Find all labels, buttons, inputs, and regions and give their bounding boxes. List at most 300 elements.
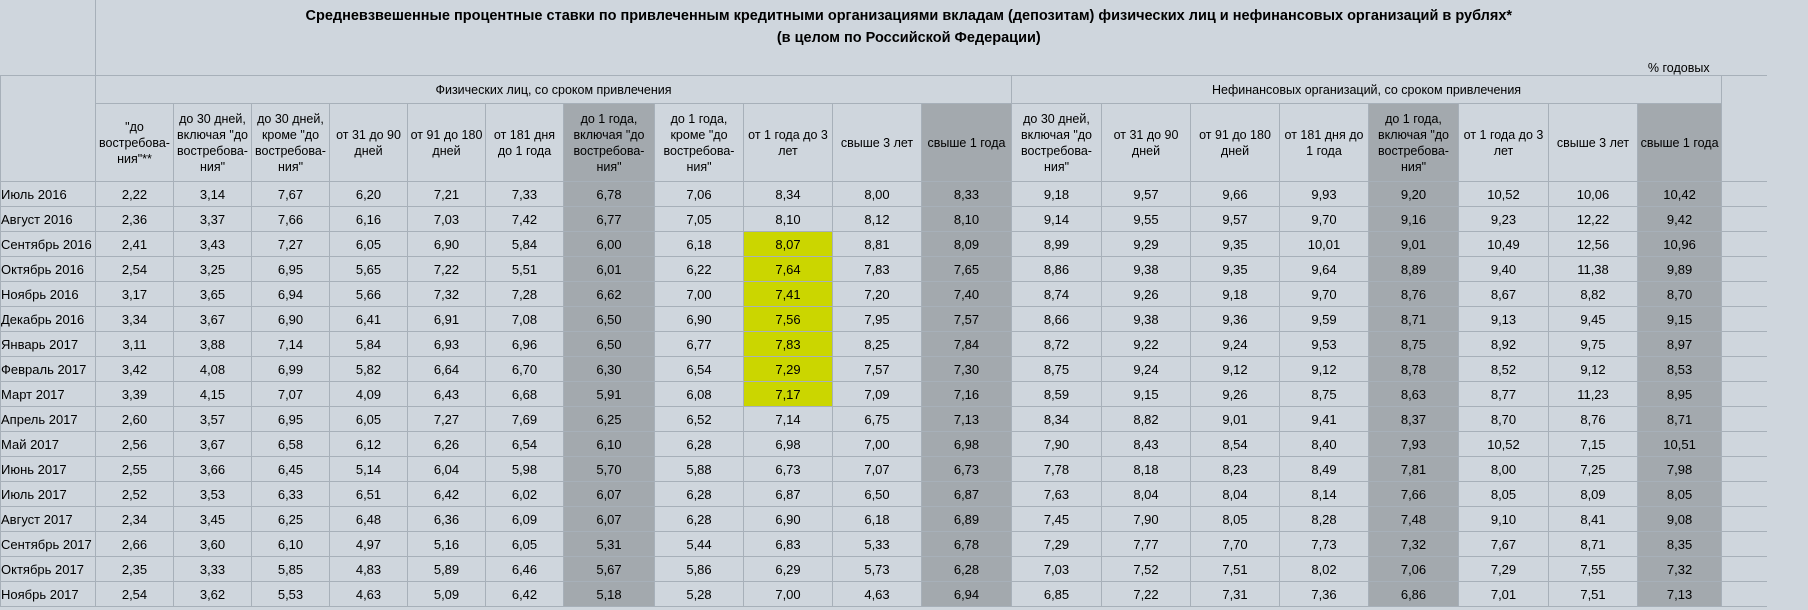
row-header-corner[interactable]	[1, 76, 96, 182]
table-cell[interactable]: 6,95	[252, 407, 330, 432]
table-cell[interactable]: 8,97	[1638, 332, 1722, 357]
table-cell[interactable]: 2,22	[96, 182, 174, 207]
table-cell[interactable]: 7,27	[408, 407, 486, 432]
table-cell[interactable]: 7,06	[655, 182, 744, 207]
table-cell[interactable]: 8,34	[1012, 407, 1102, 432]
table-cell[interactable]: 6,73	[922, 457, 1012, 482]
table-cell[interactable]: 6,51	[330, 482, 408, 507]
table-cell[interactable]: 7,13	[922, 407, 1012, 432]
row-label[interactable]: Июль 2016	[1, 182, 96, 207]
table-cell[interactable]: 3,60	[174, 532, 252, 557]
table-cell[interactable]: 8,71	[1638, 407, 1722, 432]
table-cell[interactable]: 5,51	[486, 257, 564, 282]
table-cell[interactable]: 5,89	[408, 557, 486, 582]
table-cell[interactable]: 3,53	[174, 482, 252, 507]
table-cell[interactable]: 6,07	[564, 482, 655, 507]
column-header[interactable]: от 91 до 180 дней	[408, 104, 486, 182]
table-cell[interactable]: 5,73	[833, 557, 922, 582]
table-cell[interactable]: 6,28	[655, 432, 744, 457]
table-cell[interactable]: 9,18	[1191, 282, 1280, 307]
table-cell[interactable]: 9,40	[1459, 257, 1549, 282]
row-label[interactable]: Январь 2017	[1, 332, 96, 357]
table-cell[interactable]: 7,32	[1369, 532, 1459, 557]
table-cell[interactable]: 9,23	[1459, 207, 1549, 232]
table-cell[interactable]: 5,70	[564, 457, 655, 482]
table-cell[interactable]: 8,99	[1012, 232, 1102, 257]
table-cell[interactable]: 8,66	[1012, 307, 1102, 332]
table-cell[interactable]: 7,22	[408, 257, 486, 282]
table-cell[interactable]: 6,50	[564, 332, 655, 357]
empty-cell[interactable]	[1722, 457, 1767, 482]
table-cell[interactable]: 6,18	[655, 232, 744, 257]
table-cell[interactable]: 7,57	[922, 307, 1012, 332]
table-cell[interactable]: 8,70	[1638, 282, 1722, 307]
table-cell[interactable]: 6,28	[655, 507, 744, 532]
table-cell[interactable]: 8,10	[922, 207, 1012, 232]
table-cell[interactable]: 6,10	[252, 532, 330, 557]
table-cell[interactable]: 5,31	[564, 532, 655, 557]
table-cell[interactable]: 8,37	[1369, 407, 1459, 432]
table-cell[interactable]: 6,85	[1012, 582, 1102, 607]
table-cell[interactable]: 6,90	[744, 507, 833, 532]
table-cell[interactable]: 8,82	[1549, 282, 1638, 307]
table-cell[interactable]: 7,83	[744, 332, 833, 357]
empty-cell[interactable]	[1722, 207, 1767, 232]
table-cell[interactable]: 9,38	[1102, 257, 1191, 282]
table-cell[interactable]: 9,12	[1191, 357, 1280, 382]
table-cell[interactable]: 8,63	[1369, 382, 1459, 407]
table-cell[interactable]: 7,28	[486, 282, 564, 307]
table-cell[interactable]: 7,25	[1549, 457, 1638, 482]
row-label[interactable]: Февраль 2017	[1, 357, 96, 382]
table-cell[interactable]: 6,99	[252, 357, 330, 382]
table-cell[interactable]: 9,24	[1102, 357, 1191, 382]
column-header[interactable]: от 31 до 90 дней	[330, 104, 408, 182]
table-cell[interactable]: 5,67	[564, 557, 655, 582]
table-cell[interactable]: 9,26	[1191, 382, 1280, 407]
table-cell[interactable]: 7,14	[744, 407, 833, 432]
table-cell[interactable]: 8,71	[1369, 307, 1459, 332]
table-cell[interactable]: 8,82	[1102, 407, 1191, 432]
table-cell[interactable]: 6,25	[564, 407, 655, 432]
empty-cell[interactable]	[1722, 407, 1767, 432]
row-label[interactable]: Июнь 2017	[1, 457, 96, 482]
table-cell[interactable]: 4,83	[330, 557, 408, 582]
table-cell[interactable]: 7,77	[1102, 532, 1191, 557]
table-cell[interactable]: 5,85	[252, 557, 330, 582]
table-cell[interactable]: 6,96	[486, 332, 564, 357]
table-cell[interactable]: 12,56	[1549, 232, 1638, 257]
column-header[interactable]: от 181 дня до 1 года	[486, 104, 564, 182]
table-cell[interactable]: 7,07	[252, 382, 330, 407]
table-cell[interactable]: 2,56	[96, 432, 174, 457]
table-cell[interactable]: 8,78	[1369, 357, 1459, 382]
empty-cell[interactable]	[1722, 557, 1767, 582]
table-cell[interactable]: 6,89	[922, 507, 1012, 532]
table-cell[interactable]: 8,52	[1459, 357, 1549, 382]
table-cell[interactable]: 5,86	[655, 557, 744, 582]
table-cell[interactable]: 7,32	[408, 282, 486, 307]
table-cell[interactable]: 3,67	[174, 307, 252, 332]
empty-cell[interactable]	[1722, 332, 1767, 357]
table-cell[interactable]: 8,49	[1280, 457, 1369, 482]
table-cell[interactable]: 8,89	[1369, 257, 1459, 282]
table-cell[interactable]: 6,94	[252, 282, 330, 307]
table-cell[interactable]: 5,65	[330, 257, 408, 282]
table-cell[interactable]: 6,26	[408, 432, 486, 457]
table-cell[interactable]: 8,18	[1102, 457, 1191, 482]
table-cell[interactable]: 9,70	[1280, 282, 1369, 307]
row-label[interactable]: Апрель 2017	[1, 407, 96, 432]
table-cell[interactable]: 6,86	[1369, 582, 1459, 607]
table-cell[interactable]: 3,45	[174, 507, 252, 532]
table-cell[interactable]: 8,10	[744, 207, 833, 232]
empty-cell[interactable]	[1722, 507, 1767, 532]
table-cell[interactable]: 6,00	[564, 232, 655, 257]
table-cell[interactable]: 6,28	[655, 482, 744, 507]
table-cell[interactable]: 6,50	[833, 482, 922, 507]
table-cell[interactable]: 8,72	[1012, 332, 1102, 357]
table-cell[interactable]: 7,64	[744, 257, 833, 282]
table-cell[interactable]: 7,42	[486, 207, 564, 232]
row-label[interactable]: Август 2017	[1, 507, 96, 532]
empty-cell[interactable]	[1722, 357, 1767, 382]
table-cell[interactable]: 8,12	[833, 207, 922, 232]
table-cell[interactable]: 7,66	[1369, 482, 1459, 507]
table-cell[interactable]: 10,49	[1459, 232, 1549, 257]
table-cell[interactable]: 5,82	[330, 357, 408, 382]
empty-cell[interactable]	[1722, 432, 1767, 457]
table-cell[interactable]: 6,54	[655, 357, 744, 382]
column-header[interactable]: свыше 3 лет	[1549, 104, 1638, 182]
table-cell[interactable]: 9,08	[1638, 507, 1722, 532]
row-label[interactable]: Май 2017	[1, 432, 96, 457]
table-cell[interactable]: 3,66	[174, 457, 252, 482]
table-cell[interactable]: 7,06	[1369, 557, 1459, 582]
table-cell[interactable]: 8,75	[1280, 382, 1369, 407]
table-cell[interactable]: 8,40	[1280, 432, 1369, 457]
table-cell[interactable]: 7,41	[744, 282, 833, 307]
table-cell[interactable]: 3,62	[174, 582, 252, 607]
table-cell[interactable]: 7,78	[1012, 457, 1102, 482]
table-cell[interactable]: 7,69	[486, 407, 564, 432]
table-cell[interactable]: 3,67	[174, 432, 252, 457]
table-cell[interactable]: 5,09	[408, 582, 486, 607]
table-cell[interactable]: 6,77	[655, 332, 744, 357]
table-cell[interactable]: 6,62	[564, 282, 655, 307]
table-cell[interactable]: 9,93	[1280, 182, 1369, 207]
table-cell[interactable]: 8,54	[1191, 432, 1280, 457]
table-cell[interactable]: 6,64	[408, 357, 486, 382]
empty-cell[interactable]	[1722, 282, 1767, 307]
table-cell[interactable]: 6,45	[252, 457, 330, 482]
table-cell[interactable]: 6,68	[486, 382, 564, 407]
table-cell[interactable]: 8,70	[1459, 407, 1549, 432]
table-cell[interactable]: 3,37	[174, 207, 252, 232]
table-cell[interactable]: 5,84	[330, 332, 408, 357]
table-cell[interactable]: 7,51	[1549, 582, 1638, 607]
table-cell[interactable]: 6,12	[330, 432, 408, 457]
table-cell[interactable]: 6,36	[408, 507, 486, 532]
table-cell[interactable]: 9,13	[1459, 307, 1549, 332]
table-cell[interactable]: 10,01	[1280, 232, 1369, 257]
empty-cell[interactable]	[1722, 76, 1767, 182]
table-cell[interactable]: 6,04	[408, 457, 486, 482]
table-cell[interactable]: 7,30	[922, 357, 1012, 382]
table-cell[interactable]: 7,84	[922, 332, 1012, 357]
table-cell[interactable]: 8,86	[1012, 257, 1102, 282]
table-cell[interactable]: 9,41	[1280, 407, 1369, 432]
table-cell[interactable]: 6,08	[655, 382, 744, 407]
table-cell[interactable]: 7,07	[833, 457, 922, 482]
column-header[interactable]: от 1 года до 3 лет	[744, 104, 833, 182]
table-cell[interactable]: 7,95	[833, 307, 922, 332]
row-label[interactable]: Ноябрь 2016	[1, 282, 96, 307]
table-cell[interactable]: 8,07	[744, 232, 833, 257]
table-cell[interactable]: 6,42	[408, 482, 486, 507]
table-cell[interactable]: 9,20	[1369, 182, 1459, 207]
table-cell[interactable]: 9,22	[1102, 332, 1191, 357]
column-header[interactable]: свыше 3 лет	[833, 104, 922, 182]
table-cell[interactable]: 7,56	[744, 307, 833, 332]
table-cell[interactable]: 6,20	[330, 182, 408, 207]
table-cell[interactable]: 7,93	[1369, 432, 1459, 457]
table-cell[interactable]: 3,33	[174, 557, 252, 582]
table-cell[interactable]: 8,05	[1459, 482, 1549, 507]
table-cell[interactable]: 8,28	[1280, 507, 1369, 532]
table-cell[interactable]: 6,05	[486, 532, 564, 557]
table-cell[interactable]: 7,03	[1012, 557, 1102, 582]
table-cell[interactable]: 6,87	[922, 482, 1012, 507]
table-cell[interactable]: 3,57	[174, 407, 252, 432]
table-cell[interactable]: 7,67	[1459, 532, 1549, 557]
table-cell[interactable]: 8,41	[1549, 507, 1638, 532]
table-cell[interactable]: 8,81	[833, 232, 922, 257]
table-cell[interactable]: 7,00	[655, 282, 744, 307]
table-cell[interactable]: 7,01	[1459, 582, 1549, 607]
table-cell[interactable]: 8,09	[1549, 482, 1638, 507]
table-cell[interactable]: 7,70	[1191, 532, 1280, 557]
row-label[interactable]: Июль 2017	[1, 482, 96, 507]
table-cell[interactable]: 9,01	[1191, 407, 1280, 432]
table-cell[interactable]: 7,51	[1191, 557, 1280, 582]
table-cell[interactable]: 7,29	[1012, 532, 1102, 557]
table-cell[interactable]: 9,35	[1191, 257, 1280, 282]
table-cell[interactable]: 8,34	[744, 182, 833, 207]
table-cell[interactable]: 7,08	[486, 307, 564, 332]
table-cell[interactable]: 5,91	[564, 382, 655, 407]
table-cell[interactable]: 3,17	[96, 282, 174, 307]
table-cell[interactable]: 7,05	[655, 207, 744, 232]
table-cell[interactable]: 8,76	[1549, 407, 1638, 432]
table-cell[interactable]: 8,59	[1012, 382, 1102, 407]
empty-cell[interactable]	[1722, 307, 1767, 332]
table-cell[interactable]: 7,40	[922, 282, 1012, 307]
table-cell[interactable]: 8,74	[1012, 282, 1102, 307]
table-cell[interactable]: 9,55	[1102, 207, 1191, 232]
table-cell[interactable]: 7,00	[744, 582, 833, 607]
table-cell[interactable]: 6,94	[922, 582, 1012, 607]
table-cell[interactable]: 6,43	[408, 382, 486, 407]
table-cell[interactable]: 7,66	[252, 207, 330, 232]
table-cell[interactable]: 2,41	[96, 232, 174, 257]
table-cell[interactable]: 9,45	[1549, 307, 1638, 332]
table-cell[interactable]: 9,29	[1102, 232, 1191, 257]
table-cell[interactable]: 2,52	[96, 482, 174, 507]
table-cell[interactable]: 8,00	[1459, 457, 1549, 482]
empty-cell[interactable]	[1722, 182, 1767, 207]
table-cell[interactable]: 6,75	[833, 407, 922, 432]
table-cell[interactable]: 10,06	[1549, 182, 1638, 207]
column-header[interactable]: "до востребова-ния"**	[96, 104, 174, 182]
table-cell[interactable]: 7,15	[1549, 432, 1638, 457]
row-label[interactable]: Октябрь 2016	[1, 257, 96, 282]
table-cell[interactable]: 2,54	[96, 582, 174, 607]
table-cell[interactable]: 7,83	[833, 257, 922, 282]
table-cell[interactable]: 6,70	[486, 357, 564, 382]
table-cell[interactable]: 6,30	[564, 357, 655, 382]
table-cell[interactable]: 9,15	[1638, 307, 1722, 332]
table-cell[interactable]: 7,52	[1102, 557, 1191, 582]
table-cell[interactable]: 7,29	[744, 357, 833, 382]
table-cell[interactable]: 5,33	[833, 532, 922, 557]
table-cell[interactable]: 7,27	[252, 232, 330, 257]
table-cell[interactable]: 8,05	[1638, 482, 1722, 507]
table-cell[interactable]: 7,98	[1638, 457, 1722, 482]
table-cell[interactable]: 3,11	[96, 332, 174, 357]
table-cell[interactable]: 7,00	[833, 432, 922, 457]
table-cell[interactable]: 2,36	[96, 207, 174, 232]
table-cell[interactable]: 6,41	[330, 307, 408, 332]
table-cell[interactable]: 9,35	[1191, 232, 1280, 257]
table-cell[interactable]: 6,25	[252, 507, 330, 532]
empty-cell[interactable]	[1722, 582, 1767, 607]
table-cell[interactable]: 6,77	[564, 207, 655, 232]
table-cell[interactable]: 6,42	[486, 582, 564, 607]
table-cell[interactable]: 7,29	[1459, 557, 1549, 582]
table-cell[interactable]: 4,63	[330, 582, 408, 607]
table-cell[interactable]: 7,22	[1102, 582, 1191, 607]
table-cell[interactable]: 5,53	[252, 582, 330, 607]
table-cell[interactable]: 6,28	[922, 557, 1012, 582]
row-label[interactable]: Март 2017	[1, 382, 96, 407]
table-cell[interactable]: 6,90	[655, 307, 744, 332]
table-cell[interactable]: 2,54	[96, 257, 174, 282]
table-cell[interactable]: 6,33	[252, 482, 330, 507]
table-cell[interactable]: 6,98	[922, 432, 1012, 457]
table-cell[interactable]: 6,48	[330, 507, 408, 532]
table-cell[interactable]: 7,20	[833, 282, 922, 307]
column-header[interactable]: до 1 года, кроме "до востребова-ния"	[655, 104, 744, 182]
table-cell[interactable]: 7,32	[1638, 557, 1722, 582]
table-cell[interactable]: 9,24	[1191, 332, 1280, 357]
table-cell[interactable]: 10,52	[1459, 432, 1549, 457]
table-cell[interactable]: 5,98	[486, 457, 564, 482]
table-cell[interactable]: 3,39	[96, 382, 174, 407]
table-cell[interactable]: 7,63	[1012, 482, 1102, 507]
column-header[interactable]: до 1 года, включая "до востребова-ния"	[564, 104, 655, 182]
table-cell[interactable]: 3,34	[96, 307, 174, 332]
table-cell[interactable]: 6,50	[564, 307, 655, 332]
table-cell[interactable]: 9,12	[1280, 357, 1369, 382]
column-header[interactable]: до 30 дней, кроме "до востребова-ния"	[252, 104, 330, 182]
table-cell[interactable]: 6,07	[564, 507, 655, 532]
table-cell[interactable]: 6,58	[252, 432, 330, 457]
table-cell[interactable]: 7,48	[1369, 507, 1459, 532]
column-header[interactable]: свыше 1 года	[1638, 104, 1722, 182]
table-cell[interactable]: 9,70	[1280, 207, 1369, 232]
table-cell[interactable]: 7,31	[1191, 582, 1280, 607]
table-cell[interactable]: 4,09	[330, 382, 408, 407]
table-cell[interactable]: 8,04	[1191, 482, 1280, 507]
table-cell[interactable]: 8,02	[1280, 557, 1369, 582]
table-cell[interactable]: 7,03	[408, 207, 486, 232]
table-cell[interactable]: 9,42	[1638, 207, 1722, 232]
table-cell[interactable]: 3,65	[174, 282, 252, 307]
table-cell[interactable]: 5,16	[408, 532, 486, 557]
table-cell[interactable]: 6,09	[486, 507, 564, 532]
table-cell[interactable]: 6,95	[252, 257, 330, 282]
table-cell[interactable]: 2,66	[96, 532, 174, 557]
table-cell[interactable]: 7,13	[1638, 582, 1722, 607]
row-label[interactable]: Ноябрь 2017	[1, 582, 96, 607]
table-cell[interactable]: 9,12	[1549, 357, 1638, 382]
table-cell[interactable]: 7,16	[922, 382, 1012, 407]
table-cell[interactable]: 2,55	[96, 457, 174, 482]
table-cell[interactable]: 7,67	[252, 182, 330, 207]
table-cell[interactable]: 4,08	[174, 357, 252, 382]
table-cell[interactable]: 9,36	[1191, 307, 1280, 332]
table-cell[interactable]: 6,22	[655, 257, 744, 282]
table-cell[interactable]: 5,84	[486, 232, 564, 257]
table-cell[interactable]: 9,16	[1369, 207, 1459, 232]
table-cell[interactable]: 6,93	[408, 332, 486, 357]
table-cell[interactable]: 5,18	[564, 582, 655, 607]
table-cell[interactable]: 8,25	[833, 332, 922, 357]
table-cell[interactable]: 3,88	[174, 332, 252, 357]
table-cell[interactable]: 5,66	[330, 282, 408, 307]
table-cell[interactable]: 7,33	[486, 182, 564, 207]
table-cell[interactable]: 8,95	[1638, 382, 1722, 407]
table-cell[interactable]: 9,57	[1102, 182, 1191, 207]
table-cell[interactable]: 5,44	[655, 532, 744, 557]
table-cell[interactable]: 9,10	[1459, 507, 1549, 532]
group-individuals[interactable]: Физических лиц, со сроком привлечения	[96, 76, 1012, 104]
table-cell[interactable]: 8,00	[833, 182, 922, 207]
table-cell[interactable]: 10,51	[1638, 432, 1722, 457]
table-cell[interactable]: 7,09	[833, 382, 922, 407]
empty-cell[interactable]	[1722, 532, 1767, 557]
table-cell[interactable]: 11,38	[1549, 257, 1638, 282]
table-cell[interactable]: 7,90	[1012, 432, 1102, 457]
table-cell[interactable]: 6,52	[655, 407, 744, 432]
table-cell[interactable]: 7,90	[1102, 507, 1191, 532]
table-cell[interactable]: 2,60	[96, 407, 174, 432]
column-header[interactable]: свыше 1 года	[922, 104, 1012, 182]
table-cell[interactable]: 8,75	[1369, 332, 1459, 357]
table-cell[interactable]: 6,54	[486, 432, 564, 457]
empty-cell[interactable]	[1722, 382, 1767, 407]
table-cell[interactable]: 6,46	[486, 557, 564, 582]
table-cell[interactable]: 9,59	[1280, 307, 1369, 332]
column-header[interactable]: от 181 дня до 1 года	[1280, 104, 1369, 182]
table-cell[interactable]: 10,52	[1459, 182, 1549, 207]
table-cell[interactable]: 6,98	[744, 432, 833, 457]
table-cell[interactable]: 7,73	[1280, 532, 1369, 557]
table-cell[interactable]: 8,23	[1191, 457, 1280, 482]
table-cell[interactable]: 8,67	[1459, 282, 1549, 307]
table-cell[interactable]: 6,18	[833, 507, 922, 532]
